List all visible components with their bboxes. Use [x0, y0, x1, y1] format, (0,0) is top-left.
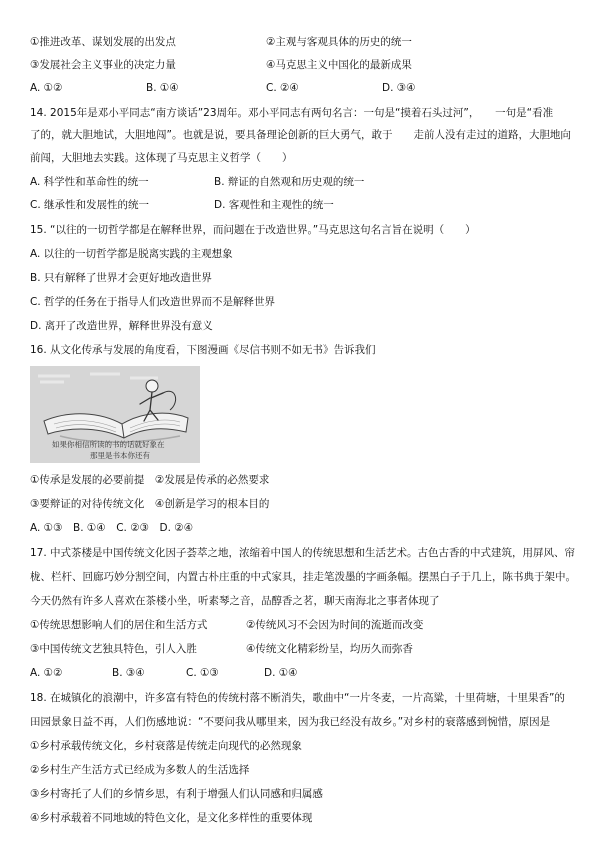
- cartoon-caption-line-1: 如果你相信所读的书的话就好象在: [52, 440, 165, 449]
- q16-options-line-2: ③要辩证的对待传统文化 ④创新是学习的根本目的: [30, 498, 270, 510]
- q14-choice-a: A. 科学性和革命性的统一: [30, 176, 149, 188]
- q13-option-1: ①推进改革、谋划发展的出发点: [30, 36, 176, 48]
- q13-option-4: ④马克思主义中国化的最新成果: [266, 59, 412, 71]
- q18-option-4: ④乡村承载着不同地域的特色文化，是文化多样性的重要体现: [30, 812, 313, 824]
- cartoon-caption-line-2: 那里是书本你还有: [90, 451, 150, 460]
- q18-stem-line-2: 田园景象日益不再，人们伤感地说：“不要问我从哪里来，因为我已经没有故乡。”对乡村的衰落感到惋惜，原因是: [30, 716, 551, 728]
- q18-option-3: ③乡村寄托了人们的乡情乡思，有利于增强人们认同感和归属感: [30, 788, 323, 800]
- q17-option-2: ②传统风习不会因为时间的流逝而改变: [246, 619, 424, 631]
- q15-choice-a: A. 以往的一切哲学都是脱离实践的主观想象: [30, 248, 233, 260]
- q13-choice-d: D. ③④: [382, 82, 416, 94]
- q14-choice-b: B. 辩证的自然观和历史观的统一: [214, 176, 365, 188]
- q14-stem-line-1: 14. 2015年是邓小平同志“南方谈话”23周年。邓小平同志有两句名言：一句是“摸着石头过河”， 一句是“看准: [30, 107, 554, 119]
- q15-stem: 15. “以往的一切哲学都是在解释世界，而问题在于改造世界。”马克思这句名言旨在说明（ ）: [30, 224, 476, 236]
- q17-choice-b: B. ③④: [112, 667, 145, 679]
- q18-option-2: ②乡村生产生活方式已经成为多数人的生活选择: [30, 764, 250, 776]
- q17-stem-line-3: 今天仍然有许多人喜欢在茶楼小坐，听素琴之音，品醇香之茗，聊天南海北之事者体现了: [30, 595, 440, 607]
- q17-option-3: ③中国传统文艺独具特色，引人入胜: [30, 643, 197, 655]
- q16-choices: A. ①③ B. ①④ C. ②③ D. ②④: [30, 522, 194, 534]
- q13-option-2: ②主观与客观具体的历史的统一: [266, 36, 412, 48]
- q17-option-4: ④传统文化精彩纷呈，均历久而弥香: [246, 643, 413, 655]
- q17-choice-a: A. ①②: [30, 667, 63, 679]
- q16-stem: 16. 从文化传承与发展的角度看，下图漫画《尽信书则不如无书》告诉我们: [30, 344, 376, 356]
- q15-choice-b: B. 只有解释了世界才会更好地改造世界: [30, 272, 212, 284]
- q15-choice-c: C. 哲学的任务在于指导人们改造世界而不是解释世界: [30, 296, 276, 308]
- q18-stem-line-1: 18. 在城镇化的浪潮中，许多富有特色的传统村落不断消失，歌曲中“一片冬麦，一片高粱，十里荷塘，十里果香”的: [30, 692, 565, 704]
- q14-stem-line-3: 前闯，大胆地去实践。这体现了马克思主义哲学（ ）: [30, 152, 293, 164]
- q15-choice-d: D. 离开了改造世界，解释世界没有意义: [30, 320, 213, 332]
- q17-choice-d: D. ①④: [264, 667, 298, 679]
- q14-stem-line-2: 了的，就大胆地试，大胆地闯”。也就是说，要具备理论创新的巨大勇气，敢于 走前人没有走过的道路，大胆地向: [30, 129, 571, 141]
- q14-choice-c: C. 继承性和发展性的统一: [30, 199, 150, 211]
- q14-choice-d: D. 客观性和主观性的统一: [214, 199, 334, 211]
- cartoon-image: [30, 366, 200, 463]
- q17-stem-line-2: 栊、栏杆、回廊巧妙分割空间，内置古朴庄重的中式家具，挂走笔泼墨的字画条幅。摆黑白子于几上，陈书典于架中。: [30, 571, 576, 583]
- q18-option-1: ①乡村承载传统文化，乡村衰落是传统走向现代的必然现象: [30, 740, 302, 752]
- q17-stem-line-1: 17. 中式茶楼是中国传统文化因子荟萃之地，浓缩着中国人的传统思想和生活艺术。古色古香的中式建筑，用屏风、帘: [30, 547, 576, 559]
- q13-choice-a: A. ①②: [30, 82, 63, 94]
- q13-choice-c: C. ②④: [266, 82, 299, 94]
- q17-option-1: ①传统思想影响人们的居住和生活方式: [30, 619, 208, 631]
- q13-choice-b: B. ①④: [146, 82, 179, 94]
- q17-choice-c: C. ①③: [186, 667, 219, 679]
- q16-options-line-1: ①传承是发展的必要前提 ②发展是传承的必然要求: [30, 474, 270, 486]
- q13-option-3: ③发展社会主义事业的决定力量: [30, 59, 176, 71]
